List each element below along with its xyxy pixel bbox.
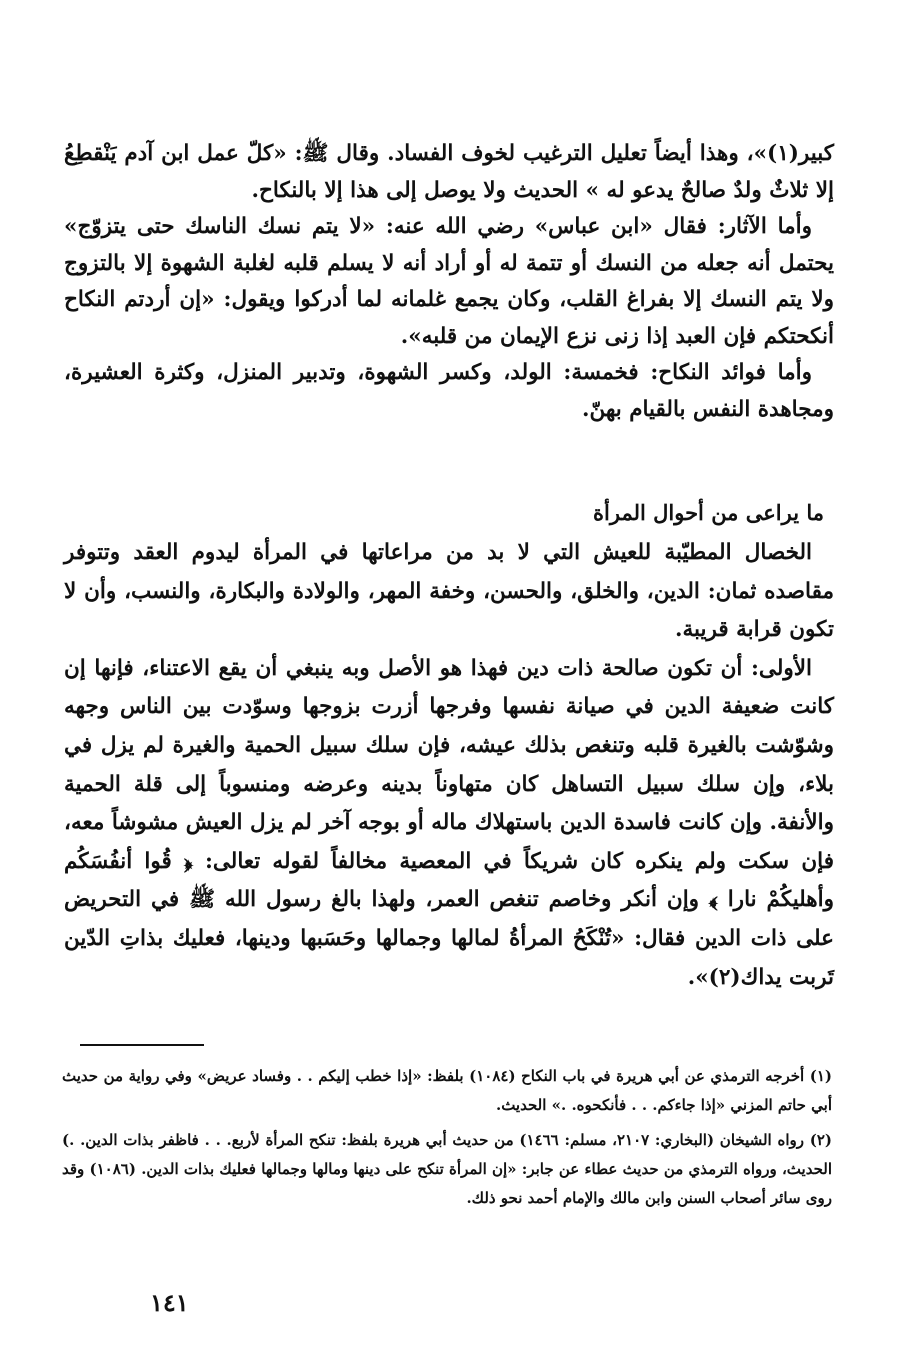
paragraph: وأما الآثار: فقال «ابن عباس» رضي الله عنه: «لا يتم نسك الناسك حتى يتزوّج» يحتمل أنه جعله من النسك أو تتمة له أو أراد أنه لا يسلم قلبه لغلبة الشهوة إلا بالتزوج ولا يتم النسك إلا بفراغ القلب، وكان يجمع غلمانه لما أدركوا ويقول: «إن أردتم النكاح أنكحتكم فإن العبد إذا زنى نزع الإيمان من قلبه». xyxy=(64,214,834,349)
footnote-divider xyxy=(80,1044,204,1046)
section-marriage-benefits xyxy=(64,136,834,428)
section-heading: ما يراعى من أحوال المرأة xyxy=(593,500,824,525)
paragraph: وأما فوائد النكاح: فخمسة: الولد، وكسر الشهوة، وتدبير المنزل، وكثرة العشيرة، ومجاهدة النفس بالقيام بهنّ. xyxy=(64,360,834,422)
paragraph: كبير(١)»، وهذا أيضاً تعليل الترغيب لخوف الفساد. وقال ﷺ: «كلّ عمل ابن آدم يَنْقطِعُ إلا ثلاثٌ ولدٌ صالحٌ يدعو له » الحديث ولا يوصل إلى هذا إلا بالنكاح. xyxy=(64,141,834,203)
paragraph: الخصال المطيّبة للعيش التي لا بد من مراعاتها في المرأة ليدوم العقد وتتوفر مقاصده ثمان: الدين، والخلق، والحسن، وخفة المهر، والولادة والبكارة، والنسب، وأن لا تكون قرابة قريبة. xyxy=(64,540,834,643)
page-number: ١٤١ xyxy=(150,1288,189,1317)
footnote-1: (١) أخرجه الترمذي عن أبي هريرة في باب النكاح (١٠٨٤) بلفظ: «إذا خطب إليكم . . وفساد عريض» وفي رواية من حديث أبي حاتم المزني «إذا جاءكم. . . فأنكحوه. .» الحديث. xyxy=(62,1067,832,1114)
footnote-2: (٢) رواه الشيخان (البخاري: ٢١٠٧، مسلم: ١٤٦٦) من حديث أبي هريرة بلفظ: تنكح المرأة لأربع. . . فاظفر بذات الدين. .) الحديث، ورواه الترمذي من حديث عطاء عن جابر: «إن المرأة تنكح على دينها ومالها وجمالها فعليك بذات الدين. (١٠٨٦) وقد روى سائر أصحاب السنن وابن مالك والإمام أحمد نحو ذلك. xyxy=(62,1131,833,1207)
footnotes xyxy=(62,1062,832,1219)
paragraph: الأولى: أن تكون صالحة ذات دين فهذا هو الأصل وبه ينبغي أن يقع الاعتناء، فإنها إن كانت ضعيفة الدين في صيانة نفسها وفرجها أزرت بزوجها وسوّدت بين الناس وجهه وشوّشت بالغيرة قلبه وتنغص بذلك عيشه، فإن سلك سبيل الحمية والغيرة لم يزل في بلاء، وإن سلك سبيل التساهل كان متهاوناً بدينه وعرضه ومنسوباً إلى قلة الحمية والأنفة. وإن كانت فاسدة الدين باستهلاك ماله أو بوجه آخر لم يزل العيش مشوشاً معه، فإن سكت ولم ينكره كان شريكاً في المعصية مخالفاً لقوله تعالى: ﴿ قُوا أنفُسَكُم وأهليكُمْ نارا ﴾ وإن أنكر وخاصم تنغص العمر، ولهذا بالغ رسول الله ﷺ في التحريض على ذات الدين فقال: «تُنْكَحُ المرأةُ لمالها وجمالها وحَسَبها ودينها، فعليك بذاتِ الدّين تَربت يداك(٢)». xyxy=(64,655,834,990)
section-woman-traits xyxy=(64,534,834,997)
